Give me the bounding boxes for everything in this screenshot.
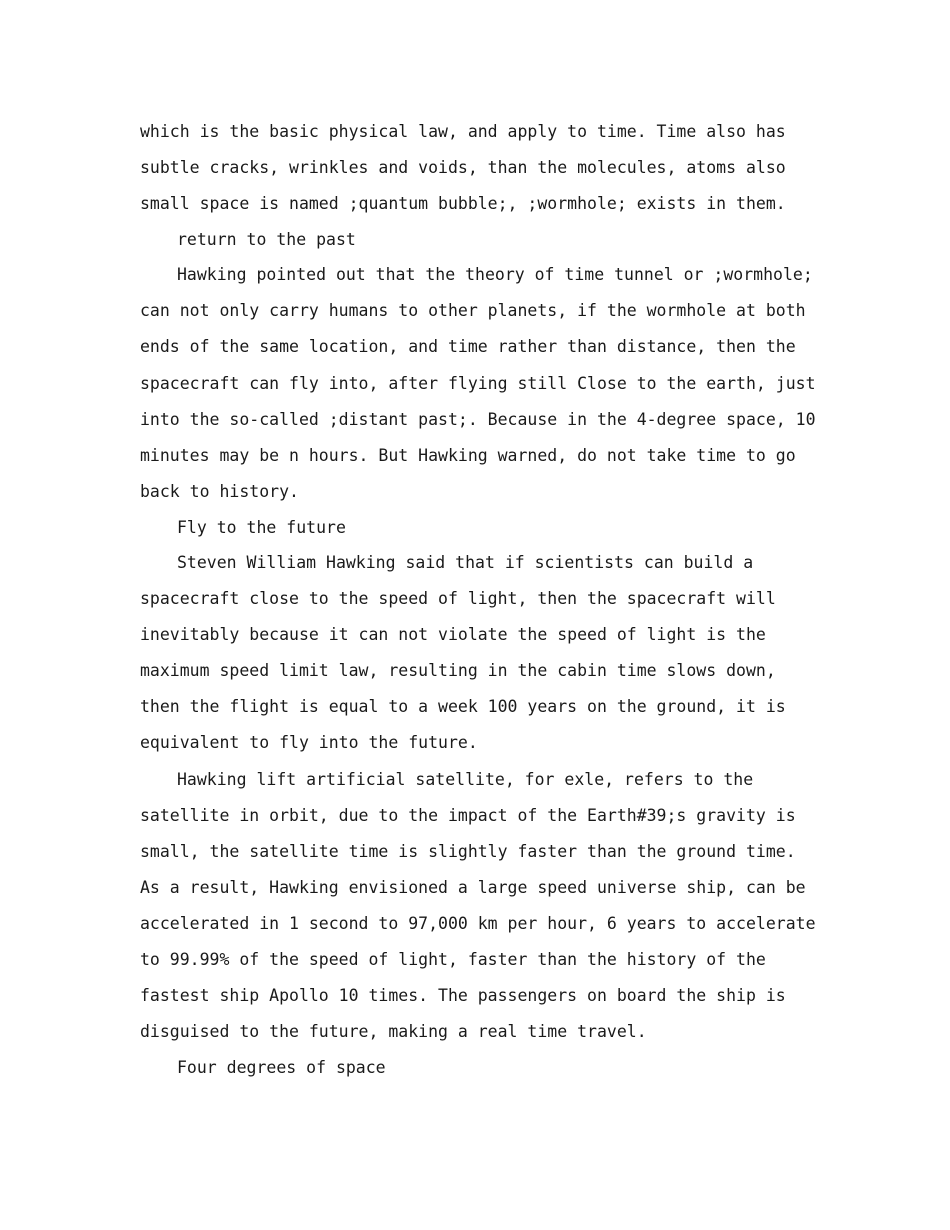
section-heading-return-to-past: return to the past xyxy=(177,230,356,250)
paragraph-intro: which is the basic physical law, and apply to time. Time also has subtle cracks, wrinkles and voids, than the molecules, atoms also small space is named ;quantum bubble;, ;wormhole; exists in them. xyxy=(140,122,796,214)
paragraph-wormhole-theory: Hawking pointed out that the theory of time tunnel or ;wormhole; can not only carry humans to other planets, if the wormhole at both ends of the same location, and time rather than distance, then the spacecraft can fly into, after flying still Close to the earth, just into the so-called ;distant past;. Because in the 4-degree space, 10 minutes may be n hours. But Hawking warned, do not take time to go back to history. xyxy=(140,265,826,501)
section-heading-fly-to-future: Fly to the future xyxy=(177,517,346,537)
document-body xyxy=(140,114,826,1085)
paragraph-speed-of-light: Steven William Hawking said that if scientists can build a spacecraft close to the speed of light, then the spacecraft will inevitably because it can not violate the speed of light is the maximum speed limit law, resulting in the cabin time slows down, then the flight is equal to a week 100 years on the ground, it is equivalent to fly into the future. xyxy=(140,552,796,753)
paragraph-satellite-example: Hawking lift artificial satellite, for exle, refers to the satellite in orbit, due to the impact of the Earth#39;s gravity is small, the satellite time is slightly faster than the ground time. As a result, Hawking envisioned a large speed universe ship, can be accelerated in 1 second to 97,000 km per hour, 6 years to accelerate to 99.99% of the speed of light, faster than the history of the fastest ship Apollo 10 times. The passengers on board the ship is disguised to the future, making a real time travel. xyxy=(140,769,826,1042)
section-heading-four-degrees: Four degrees of space xyxy=(177,1058,386,1078)
